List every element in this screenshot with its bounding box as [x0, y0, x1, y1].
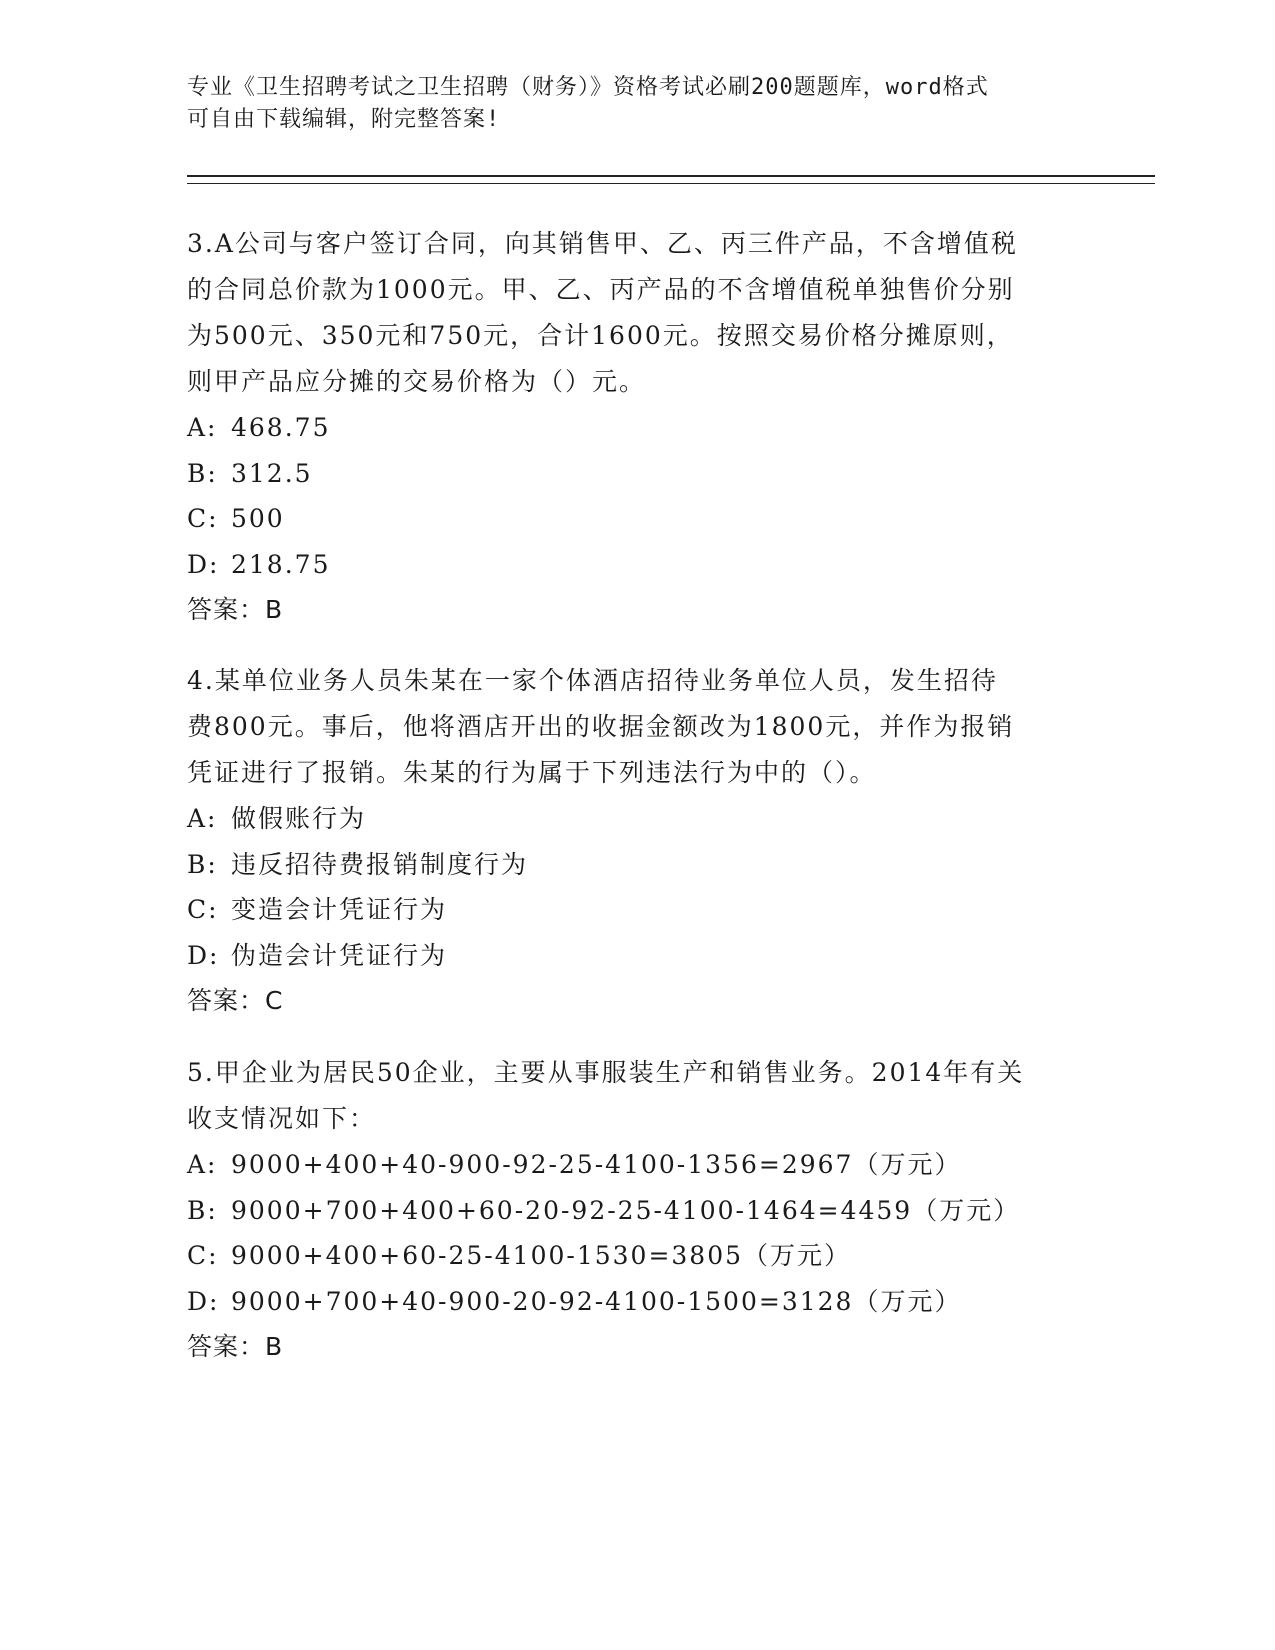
- document-header: [187, 72, 1087, 136]
- option-text: 218.75: [231, 549, 331, 579]
- option-text: 9000+400+40-900-92-25-4100-1356=2967（万元）: [231, 1150, 962, 1179]
- option-d: [187, 933, 1087, 979]
- option-letter: A:: [187, 804, 218, 833]
- question-3: [187, 221, 1087, 633]
- option-text: 变造会计凭证行为: [231, 895, 448, 924]
- question-stem-line: 5.甲企业为居民50企业，主要从事服装生产和销售业务。2014年有关: [187, 1058, 1025, 1087]
- option-letter: B:: [187, 849, 218, 879]
- option-b: [187, 842, 1087, 888]
- option-text: 468.75: [231, 413, 331, 442]
- option-a: [187, 796, 1087, 842]
- option-text: 伪造会计凭证行为: [231, 940, 448, 970]
- option-letter: C:: [187, 1241, 219, 1270]
- option-b: [187, 1188, 1087, 1234]
- question-stem-line: 的合同总价款为1000元。甲、乙、丙产品的不含增值税单独售价分别: [187, 275, 1015, 304]
- question-4: [187, 658, 1087, 1024]
- question-stem-line: 则甲产品应分摊的交易价格为（）元。: [187, 367, 647, 396]
- option-letter: A:: [187, 413, 218, 442]
- answer-line: 答案：B: [187, 595, 284, 624]
- header-line-2: 可自由下载编辑，附完整答案!: [187, 107, 501, 132]
- option-letter: D:: [187, 549, 220, 579]
- option-letter: B:: [187, 1195, 218, 1225]
- question-stem-line: 收支情况如下：: [187, 1104, 377, 1133]
- header-divider: [187, 175, 1155, 184]
- option-c: [187, 1233, 1087, 1279]
- option-text: 500: [231, 504, 285, 533]
- option-text: 9000+700+40-900-20-92-4100-1500=3128（万元）: [231, 1286, 962, 1316]
- option-a: [187, 405, 1087, 451]
- option-letter: D:: [187, 940, 220, 970]
- option-text: 9000+700+400+60-20-92-25-4100-1464=4459（万元）: [231, 1195, 1021, 1225]
- option-text: 9000+400+60-25-4100-1530=3805（万元）: [231, 1241, 852, 1270]
- option-letter: D:: [187, 1286, 220, 1316]
- option-d: [187, 542, 1087, 588]
- option-c: [187, 887, 1087, 933]
- question-5: [187, 1050, 1087, 1370]
- option-letter: C:: [187, 895, 219, 924]
- option-letter: A:: [187, 1150, 218, 1179]
- question-stem-line: 3.A公司与客户签订合同，向其销售甲、乙、丙三件产品，不含增值税: [187, 229, 1018, 258]
- option-text: 违反招待费报销制度行为: [231, 849, 529, 879]
- option-c: [187, 496, 1087, 542]
- answer-line: 答案：B: [187, 1332, 284, 1361]
- header-line-1: 专业《卫生招聘考试之卫生招聘（财务）》资格考试必刷200题题库，word格式: [187, 75, 989, 100]
- option-letter: B:: [187, 458, 218, 488]
- option-text: 312.5: [231, 458, 313, 488]
- question-stem-line: 费800元。事后，他将酒店开出的收据金额改为1800元，并作为报销: [187, 712, 1015, 741]
- option-letter: C:: [187, 504, 219, 533]
- option-d: [187, 1279, 1087, 1325]
- option-a: [187, 1142, 1087, 1188]
- question-stem-line: 4.某单位业务人员朱某在一家个体酒店招待业务单位人员，发生招待: [187, 666, 998, 695]
- option-text: 做假账行为: [231, 804, 367, 833]
- answer-line: 答案：C: [187, 986, 284, 1015]
- option-b: [187, 451, 1087, 497]
- question-stem-line: 为500元、350元和750元，合计1600元。按照交易价格分摊原则，: [187, 321, 1014, 350]
- question-stem-line: 凭证进行了报销。朱某的行为属于下列违法行为中的（）。: [187, 758, 877, 787]
